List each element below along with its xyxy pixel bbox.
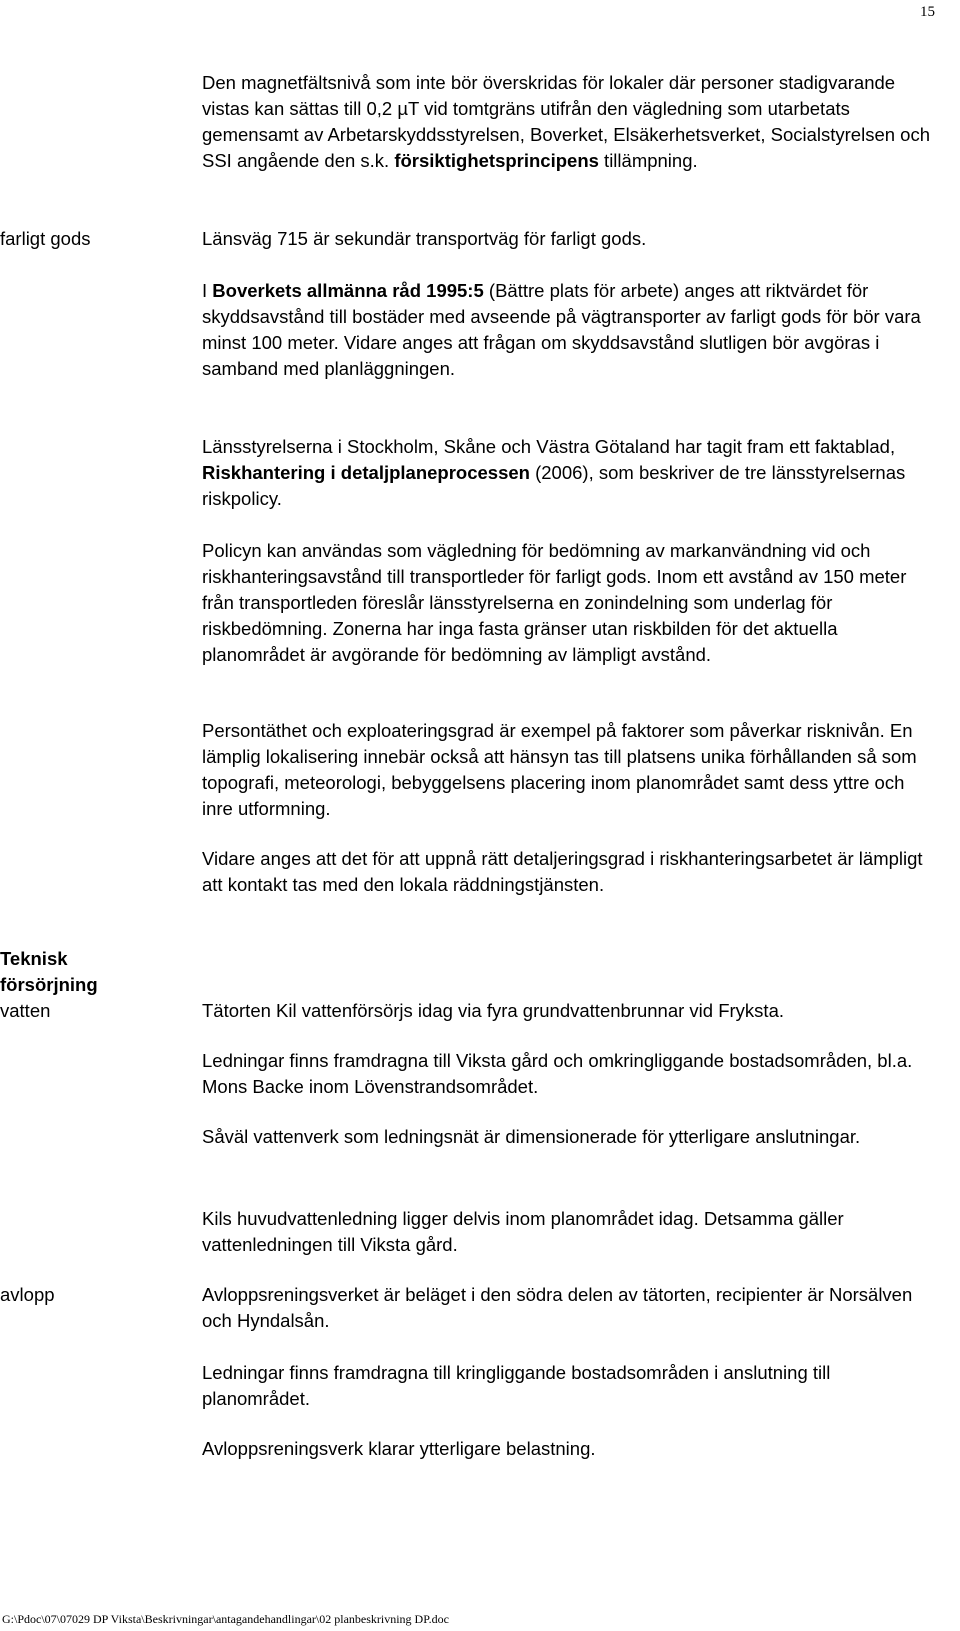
paragraph-ledningar-kringliggande: Ledningar finns framdragna till kringliggande bostadsområden i anslutning till planområdet.: [202, 1362, 831, 1409]
paragraph-policyn: Policyn kan användas som vägledning för bedömning av markanvändning vid och riskhanteringsavstånd till transportleder för farligt gods. Inom ett avstånd av 150 meter från transportleden föreslår länsstyrelserna en zonindelning som underlag för riskbedömning. Zonerna har inga fasta gränser utan riskbilden för det aktuella planområdet är avgörande för bedömning av lämpligt avstånd.: [202, 540, 907, 665]
paragraph-vattenforsorjning: Tätorten Kil vattenförsörjs idag via fyra grundvattenbrunnar vid Fryksta.: [202, 1000, 784, 1021]
margin-label-avlopp: avlopp: [0, 1284, 55, 1305]
page-number: 15: [920, 4, 935, 20]
section-heading-teknisk: Teknisk: [0, 948, 68, 969]
paragraph-persontathet: Persontäthet och exploateringsgrad är exempel på faktorer som påverkar risknivån. En lämplig lokalisering innebär också att hänsyn tas till platsens unika förhållanden så som topografi, meteorologi, bebyggelsens placering inom planområdet samt dess yttre och inre utformning.: [202, 720, 917, 819]
paragraph-lansstyrelserna: Länsstyrelserna i Stockholm, Skåne och Västra Götaland har tagit fram ett faktablad, Riskhantering i detaljplaneprocessen (2006), som beskriver de tre länsstyrelsernas riskpolicy.: [202, 436, 906, 509]
paragraph-ledningar-viksta: Ledningar finns framdragna till Viksta gård och omkringliggande bostadsområden, bl.a. Mons Backe inom Lövenstrandsområdet.: [202, 1050, 913, 1097]
paragraph-detaljeringsgrad: Vidare anges att det för att uppnå rätt detaljeringsgrad i riskhanteringsarbetet är lämpligt att kontakt tas med den lokala räddningstjänsten.: [202, 848, 923, 895]
paragraph-boverket: I Boverkets allmänna råd 1995:5 (Bättre plats för arbete) anges att riktvärdet för skyddsavstånd till bostäder med avseende på vägtransporter av farligt gods för bör vara minst 100 meter. Vidare anges att frågan om skyddsavstånd slutligen bör avgöras i samband med planläggningen.: [202, 280, 921, 379]
paragraph-magnetic-field: Den magnetfältsnivå som inte bör överskridas för lokaler där personer stadigvarande vistas kan sättas till 0,2 µT vid tomtgräns utifrån den vägledning som utarbetats gemensamt av Arbetarskyddsstyrelsen, Boverket, Elsäkerhetsverket, Socialstyrelsen och SSI angående den s.k. försiktighetsprincipens tillämpning.: [202, 72, 930, 171]
paragraph-vattenverk: Såväl vattenverk som ledningsnät är dimensionerade för ytterligare anslutningar.: [202, 1126, 861, 1147]
paragraph-lansvag: Länsväg 715 är sekundär transportväg för farligt gods.: [202, 228, 647, 249]
paragraph-huvudvattenledning: Kils huvudvattenledning ligger delvis inom planområdet idag. Detsamma gäller vattenledningen till Viksta gård.: [202, 1208, 844, 1255]
section-heading-forsorjning: försörjning: [0, 974, 98, 995]
margin-label-vatten: vatten: [0, 1000, 51, 1021]
paragraph-belastning: Avloppsreningsverk klarar ytterligare belastning.: [202, 1438, 596, 1459]
margin-label-farligt-gods: farligt gods: [0, 228, 91, 249]
footer-file-path: G:\Pdoc\07\07029 DP Viksta\Beskrivningar\antagandehandlingar\02 planbeskrivning DP.doc: [2, 1612, 449, 1626]
paragraph-avloppsreningsverket: Avloppsreningsverket är beläget i den södra delen av tätorten, recipienter är Norsälven och Hyndalsån.: [202, 1284, 913, 1331]
